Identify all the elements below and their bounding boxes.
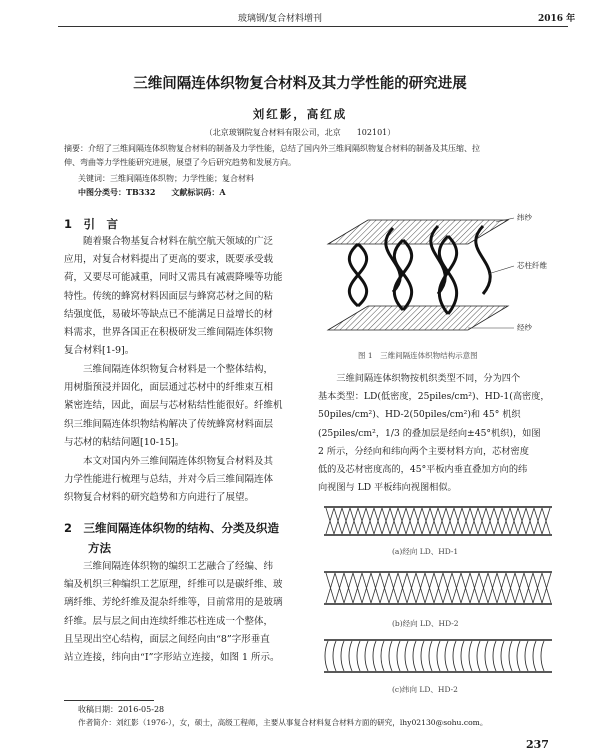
pile-strand <box>357 641 360 671</box>
text-line: 低的及芯材密度高的，45°平板内垂直叠加方向的纬 <box>318 464 528 476</box>
pile-strand <box>525 641 528 671</box>
header-rule <box>58 26 568 27</box>
pile-strand <box>365 641 368 671</box>
pile-strand <box>445 641 448 671</box>
weave-strand <box>479 573 488 603</box>
weave-strand <box>406 508 414 534</box>
text-line: 50piles/cm²)、HD-2(50piles/cm²)和 45° 机织 <box>318 409 521 421</box>
section-1-heading: 1 引 言 <box>64 217 119 231</box>
text-line: 用树脂预浸并固化，面层通过芯材中的纤维束互相 <box>64 382 274 394</box>
keywords: 关键词：三维间隔连体织物；力学性能；复合材料 <box>78 174 254 183</box>
weave-strand <box>502 508 510 534</box>
received-date: 收稿日期：2016-05-28 <box>78 705 165 714</box>
pile-strand <box>501 641 504 671</box>
pile-strand <box>325 641 328 671</box>
text-line: 与芯材的粘结问题[10-15]。 <box>64 436 185 448</box>
text-line: 三维间隔连体织物复合材料是一个整体结构， <box>83 364 274 375</box>
weave-strand <box>526 508 534 534</box>
section-1-paragraph-2 <box>64 361 296 452</box>
weave-strand <box>497 573 506 603</box>
weave-strand <box>486 508 494 534</box>
text-line: 织物复合材料的研究趋势和方向进行了展望。 <box>64 492 255 504</box>
figure-2a-caption: (a)经向 LD、HD-1 <box>392 547 459 556</box>
pile-strand <box>509 641 512 671</box>
figure-2c-illustration <box>318 636 558 676</box>
text-line: 向视图与 LD 平板纬向视图相似。 <box>318 482 457 494</box>
pile-strand <box>421 641 424 671</box>
section-1-paragraph-3 <box>64 453 296 508</box>
weave-strand <box>470 573 479 603</box>
weave-strand <box>326 573 335 603</box>
text-line: 三维间隔连体织物的编织工艺融合了经编、纬 <box>83 561 274 572</box>
weave-strand <box>434 573 443 603</box>
text-line: 基本类型：LD(低密度，25piles/cm²)、HD-1(高密度， <box>318 391 550 403</box>
text-line: 编及机织三种编织工艺原理，纤维可以是碳纤维、玻 <box>64 579 283 591</box>
weave-strand <box>438 508 446 534</box>
weave-strand <box>422 508 430 534</box>
weave-strand <box>334 508 342 534</box>
article-title: 三维间隔连体织物复合材料及其力学性能的研究进展 <box>133 76 467 92</box>
text-line: 三维间隔连体织物按机织类型不同，分为四个 <box>336 373 521 384</box>
weave-strand <box>366 508 374 534</box>
weave-strand <box>462 508 470 534</box>
weave-strand <box>534 508 542 534</box>
weave-strand <box>371 573 380 603</box>
weave-strand <box>461 573 470 603</box>
figure-1-caption: 图 1 三维间隔连体织物结构示意图 <box>358 351 478 360</box>
weave-strand <box>494 508 502 534</box>
text-line: 荷，又要尽可能减重，同时又需具有减震降噪等功能 <box>64 272 283 284</box>
pile-strand <box>373 641 376 671</box>
weave-strand <box>362 573 371 603</box>
text-line: 复合材料[1-9]。 <box>64 345 135 357</box>
weave-strand <box>478 508 486 534</box>
figure-2a-illustration <box>318 503 558 539</box>
pile-strand <box>541 641 544 671</box>
weave-strand <box>488 573 497 603</box>
weave-strand <box>454 508 462 534</box>
abstract-line-1: 摘要：介绍了三维间隔连体织物复合材料的制备及力学性能，总结了国内外三维间隔织物复合材料的制备及其压缩、拉 <box>64 144 480 153</box>
text-line: 璃纤维、芳纶纤维及混杂纤维等，目前常用的是玻璃 <box>64 597 283 609</box>
pile-strand <box>429 641 432 671</box>
text-line: 紧密连结，因此，面层与芯材粘结性能很好。纤维机 <box>64 400 283 412</box>
right-column-paragraph <box>318 370 562 497</box>
pile-strand <box>341 641 344 671</box>
section-2-heading-cont: 方法 <box>88 541 111 555</box>
weave-strand <box>342 508 350 534</box>
weave-strand <box>416 573 425 603</box>
pile-strand <box>349 641 352 671</box>
pile-strand <box>485 641 488 671</box>
weave-strand <box>335 573 344 603</box>
figure-2b-caption: (b)经向 LD、HD-2 <box>392 619 459 628</box>
pile-strand <box>453 641 456 671</box>
weave-strand <box>390 508 398 534</box>
authors: 刘红影，高红成 <box>252 107 348 121</box>
weave-strand <box>470 508 478 534</box>
affiliation: （北京玻钢院复合材料有限公司，北京 102101） <box>204 128 396 137</box>
figure-2b-illustration <box>318 568 558 608</box>
figure-2c-caption: (c)纬向 LD、HD-2 <box>392 685 458 694</box>
weave-strand <box>542 573 551 603</box>
weave-strand <box>382 508 390 534</box>
pile-strand <box>437 641 440 671</box>
weave-strand <box>398 573 407 603</box>
text-line: 站立连接，纬向由“Ⅰ”字形站立连接，如图 1 所示。 <box>64 652 280 664</box>
footnote-rule <box>64 700 154 701</box>
weave-strand <box>430 508 438 534</box>
pile-strand <box>477 641 480 671</box>
weave-strand <box>533 573 542 603</box>
pile-strand <box>389 641 392 671</box>
pile-strand <box>405 641 408 671</box>
weave-strand <box>389 573 398 603</box>
text-line: 随着聚合物基复合材料在航空航天领域的广泛 <box>83 236 274 247</box>
pile-strand <box>413 641 416 671</box>
pile-strand <box>381 641 384 671</box>
section-2-heading: 2 三维间隔连体织物的结构、分类及织造 <box>64 521 279 535</box>
weave-strand <box>452 573 461 603</box>
weave-strand <box>542 508 550 534</box>
text-line: 本文对国内外三维间隔连体织物复合材料及其 <box>83 456 274 467</box>
pile-strand <box>333 641 336 671</box>
text-line: 料需求，世界各国正在积极研发三维间隔连体织物 <box>64 327 274 339</box>
weave-strand <box>358 508 366 534</box>
weave-strand <box>414 508 422 534</box>
text-line: 应用，对复合材料提出了更高的要求，既要承受载 <box>64 254 274 266</box>
weave-strand <box>326 508 334 534</box>
weave-strand <box>510 508 518 534</box>
classification: 中图分类号：TB332 文献标识码：A <box>78 187 226 197</box>
pile-strand <box>461 641 464 671</box>
text-line: 且呈现出空心结构，面层之间经向由“8”字形垂直 <box>64 633 270 645</box>
text-line: 特性。传统的蜂窝材料因面层与蜂窝芯材之间的粘 <box>64 290 274 302</box>
pile-strand <box>469 641 472 671</box>
weave-strand <box>518 508 526 534</box>
journal-year: 2016 年 <box>538 14 576 24</box>
weave-strand <box>407 573 416 603</box>
weave-strand <box>524 573 533 603</box>
weave-strand <box>374 508 382 534</box>
text-line: 纤维。层与层之间由连续纤维芯柱连成一个整体， <box>64 615 274 627</box>
section-2-paragraph-1 <box>64 558 296 667</box>
weave-strand <box>515 573 524 603</box>
weave-strand <box>353 573 362 603</box>
text-line: 2 所示，分经向和纬向两个主要材料方向，芯材密度 <box>318 445 529 457</box>
journal-name: 玻璃钢/复合材料增刊 <box>238 14 323 24</box>
pile-strand <box>533 641 536 671</box>
weave-strand <box>344 573 353 603</box>
pile-strand <box>397 641 400 671</box>
section-1-paragraph-1 <box>64 233 296 360</box>
text-line: 力学性能进行梳理与总结，并对今后三维间隔连体 <box>64 474 274 486</box>
weave-strand <box>350 508 358 534</box>
weave-strand <box>446 508 454 534</box>
weave-strand <box>398 508 406 534</box>
text-line: 结强度低，易破坏等缺点已不能满足日益增长的材 <box>64 308 274 320</box>
weave-strand <box>425 573 434 603</box>
figure-1-label-weft: 纬纱 <box>517 213 532 222</box>
figure-1-label-warp: 经纱 <box>517 323 532 332</box>
page-number: 237 <box>526 738 549 751</box>
text-line: (25piles/cm²，1/3 的叠加层是经向±45°机织)，如图 <box>318 427 541 439</box>
author-intro: 作者简介：刘红影（1976-），女，硕士，高级工程师，主要从事复合材料复合材料方面的研究，lhy02130@sohu.com。 <box>78 718 488 727</box>
abstract-line-2: 伸、弯曲等力学性能研究进展，展望了今后研究趋势和发展方向。 <box>64 158 296 167</box>
pile-strand <box>517 641 520 671</box>
weave-strand <box>380 573 389 603</box>
figure-1-label-pile: 芯柱纤维 <box>517 261 547 270</box>
text-line: 织三维间隔连体织物结构解决了传统蜂窝材料面层 <box>64 418 274 430</box>
pile-strand <box>493 641 496 671</box>
weave-strand <box>443 573 452 603</box>
weave-strand <box>506 573 515 603</box>
